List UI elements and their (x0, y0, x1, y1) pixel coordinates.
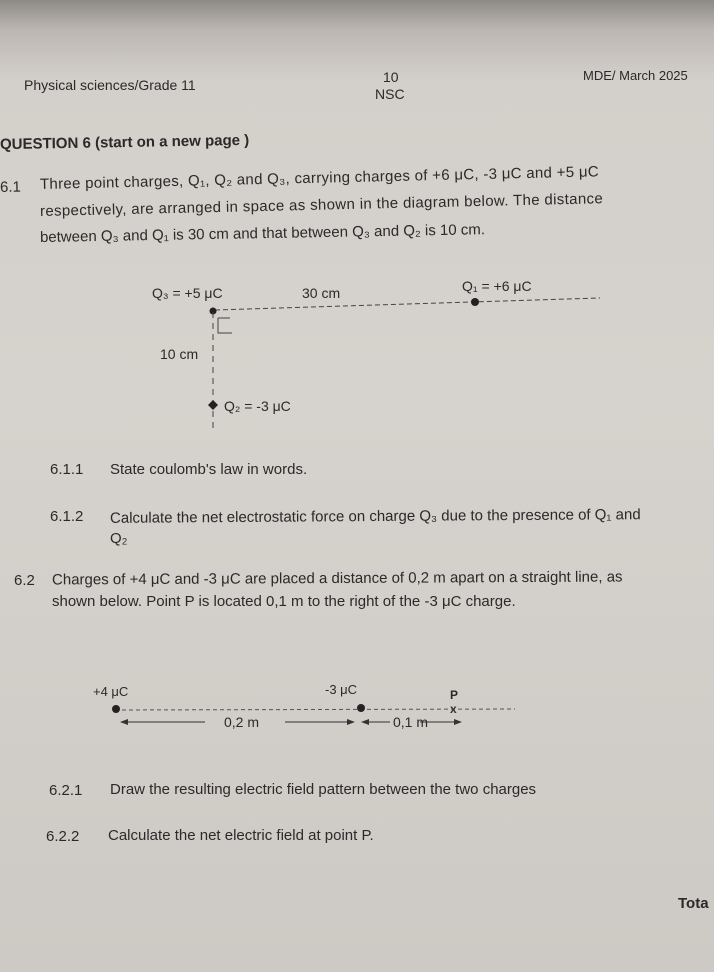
q611-number: 6.1.1 (50, 461, 84, 478)
q62-line1: Charges of +4 μC and -3 μC are placed a distance of 0,2 m apart on a straight line, as (51, 568, 623, 589)
header-subject: Physical sciences/Grade 11 (24, 77, 196, 93)
q62-number: 6.2 (14, 572, 35, 589)
q1-dot (471, 298, 479, 306)
question-title: QUESTION 6 (start on a new page ) (0, 131, 250, 154)
q612-line1: Calculate the net electrostatic force on charge Q₃ due to the presence of Q₁ and (109, 506, 641, 527)
header-nsc: NSC (375, 86, 405, 102)
q61-line1: Three point charges, Q₁, Q₂ and Q₃, carrying charges of +6 μC, -3 μC and +5 μC (39, 163, 600, 193)
distance-30cm: 30 cm (302, 285, 341, 301)
charge1-dot (112, 705, 120, 713)
distance-02m: 0,2 m (224, 714, 260, 730)
charge2-label: -3 μC (325, 682, 358, 697)
q62-line2: shown below. Point P is located 0,1 m to the right of the -3 μC charge. (52, 593, 516, 610)
q622-number: 6.2.2 (46, 828, 80, 845)
point-p-label: P (450, 688, 459, 702)
q2-label: Q₂ = -3 μC (224, 398, 291, 414)
distance-10cm: 10 cm (160, 346, 199, 362)
q622-text: Calculate the net electric field at point P. (108, 827, 374, 844)
point-p-mark: x (450, 702, 457, 716)
q612-number: 6.1.2 (50, 508, 84, 525)
page-number: 10 (383, 69, 399, 85)
q61-number: 6.1 (0, 178, 22, 196)
q621-number: 6.2.1 (49, 782, 83, 799)
q2-dot (208, 400, 218, 410)
charge2-dot (357, 704, 365, 712)
charge1-label: +4 μC (93, 684, 129, 699)
total-label: Tota (678, 895, 709, 912)
distance-01m: 0,1 m (393, 714, 429, 730)
q3-label: Q₃ = +5 μC (152, 285, 223, 301)
q61-line2: respectively, are arranged in space as shown in the diagram below. The distance (39, 190, 604, 220)
q3-q1-line (215, 298, 600, 310)
q612-line2: Q₂ (110, 530, 128, 547)
right-angle (218, 318, 232, 333)
q621-text: Draw the resulting electric field pattern between the two charges (110, 781, 537, 798)
q61-line3: between Q₃ and Q₁ is 30 cm and that between Q₃ and Q₂ is 10 cm. (39, 221, 486, 246)
header-date: MDE/ March 2025 (583, 68, 688, 83)
q611-text: State coulomb's law in words. (110, 461, 308, 478)
q1-label: Q₁ = +6 μC (462, 278, 532, 294)
